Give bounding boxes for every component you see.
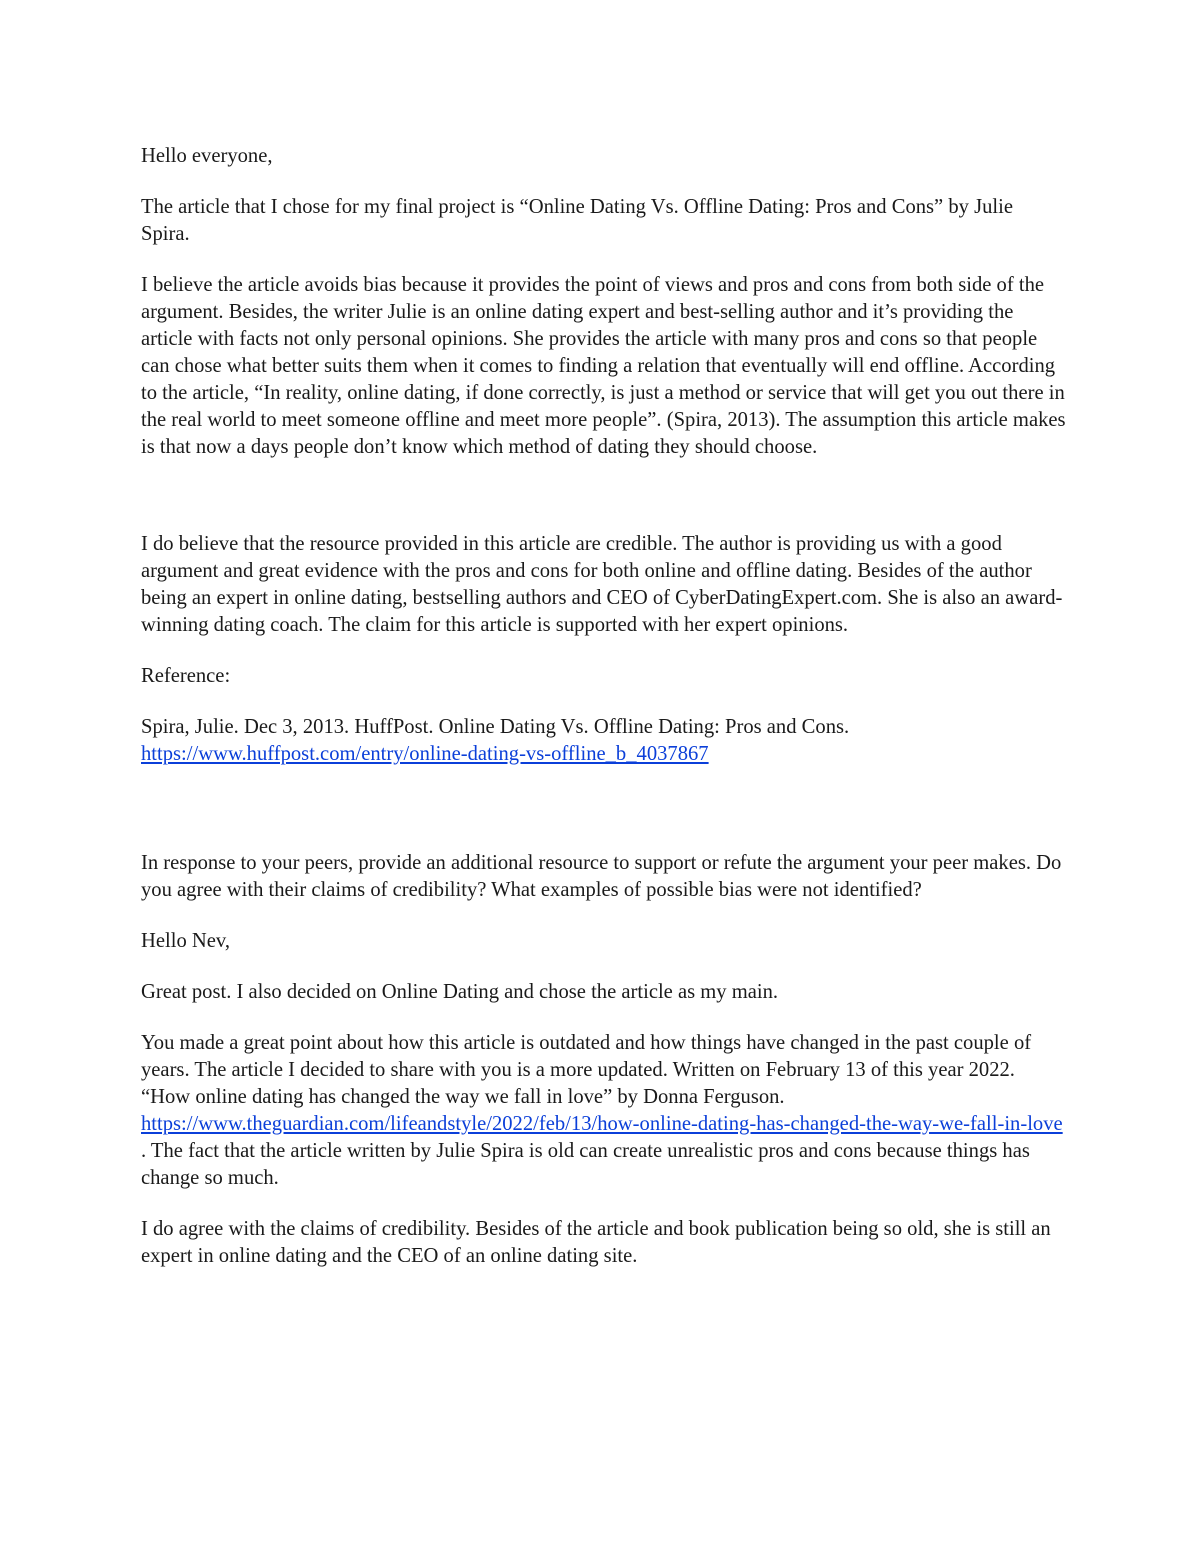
document-body [141,143,1066,1294]
reply-body-paragraph [141,1030,1066,1192]
reference-heading: Reference: [141,665,231,687]
reply-closing: I do agree with the claims of credibility. Besides of the article and book publication being so old, she is still an expert in online dating and the CEO of an online dating site. [141,1218,1051,1267]
reply-body-after-link: . The fact that the article written by Julie Spira is old can create unrealistic pros and cons because things has change so much. [141,1140,1030,1189]
intro-paragraph: The article that I chose for my final project is “Online Dating Vs. Offline Dating: Pros and Cons” by Julie Spira. [141,196,1013,245]
reference-link[interactable]: https://www.huffpost.com/entry/online-dating-vs-offline_b_4037867 [141,743,709,765]
greeting: Hello everyone, [141,145,273,167]
reference-citation: Spira, Julie. Dec 3, 2013. HuffPost. Online Dating Vs. Offline Dating: Pros and Cons. [141,716,850,738]
credibility-paragraph: I do believe that the resource provided in this article are credible. The author is providing us with a good argument and great evidence with the pros and cons for both online and offline dating. Besides of the author being an expert in online dating, bestselling authors and CEO of CyberDatingExpert.com. She is also an award-winning dating coach. The claim for this article is supported with her expert opinions. [141,533,1063,636]
reply-opening: Great post. I also decided on Online Dating and chose the article as my main. [141,981,779,1003]
reply-body-before-link: You made a great point about how this article is outdated and how things have changed in the past couple of years. The article I decided to share with you is a more updated. Written on February 13 of this year 2022. “How online dating has changed the way we fall in love” by Donna Ferguson. [141,1032,1032,1108]
bias-paragraph: I believe the article avoids bias because it provides the point of views and pros and cons from both side of the argument. Besides, the writer Julie is an online dating expert and best-selling author and it’s providing the article with facts not only personal opinions. She provides the article with many pros and cons so that people can chose what better suits them when it comes to finding a relation that eventually will end offline. According to the article, “In reality, online dating, if done correctly, is just a method or service that will get you out there in the real world to meet someone offline and meet more people”. (Spira, 2013). The assumption this article makes is that now a days people don’t know which method of dating they should choose. [141,274,1066,458]
discussion-prompt: In response to your peers, provide an additional resource to support or refute the argument your peer makes. Do you agree with their claims of credibility? What examples of possible bias were not identified? [141,852,1062,901]
reference-entry [141,714,1066,768]
guardian-article-link[interactable]: https://www.theguardian.com/lifeandstyle/2022/feb/13/how-online-dating-has-changed-the-way-we-fall-in-love [141,1113,1063,1135]
reply-greeting: Hello Nev, [141,930,231,952]
